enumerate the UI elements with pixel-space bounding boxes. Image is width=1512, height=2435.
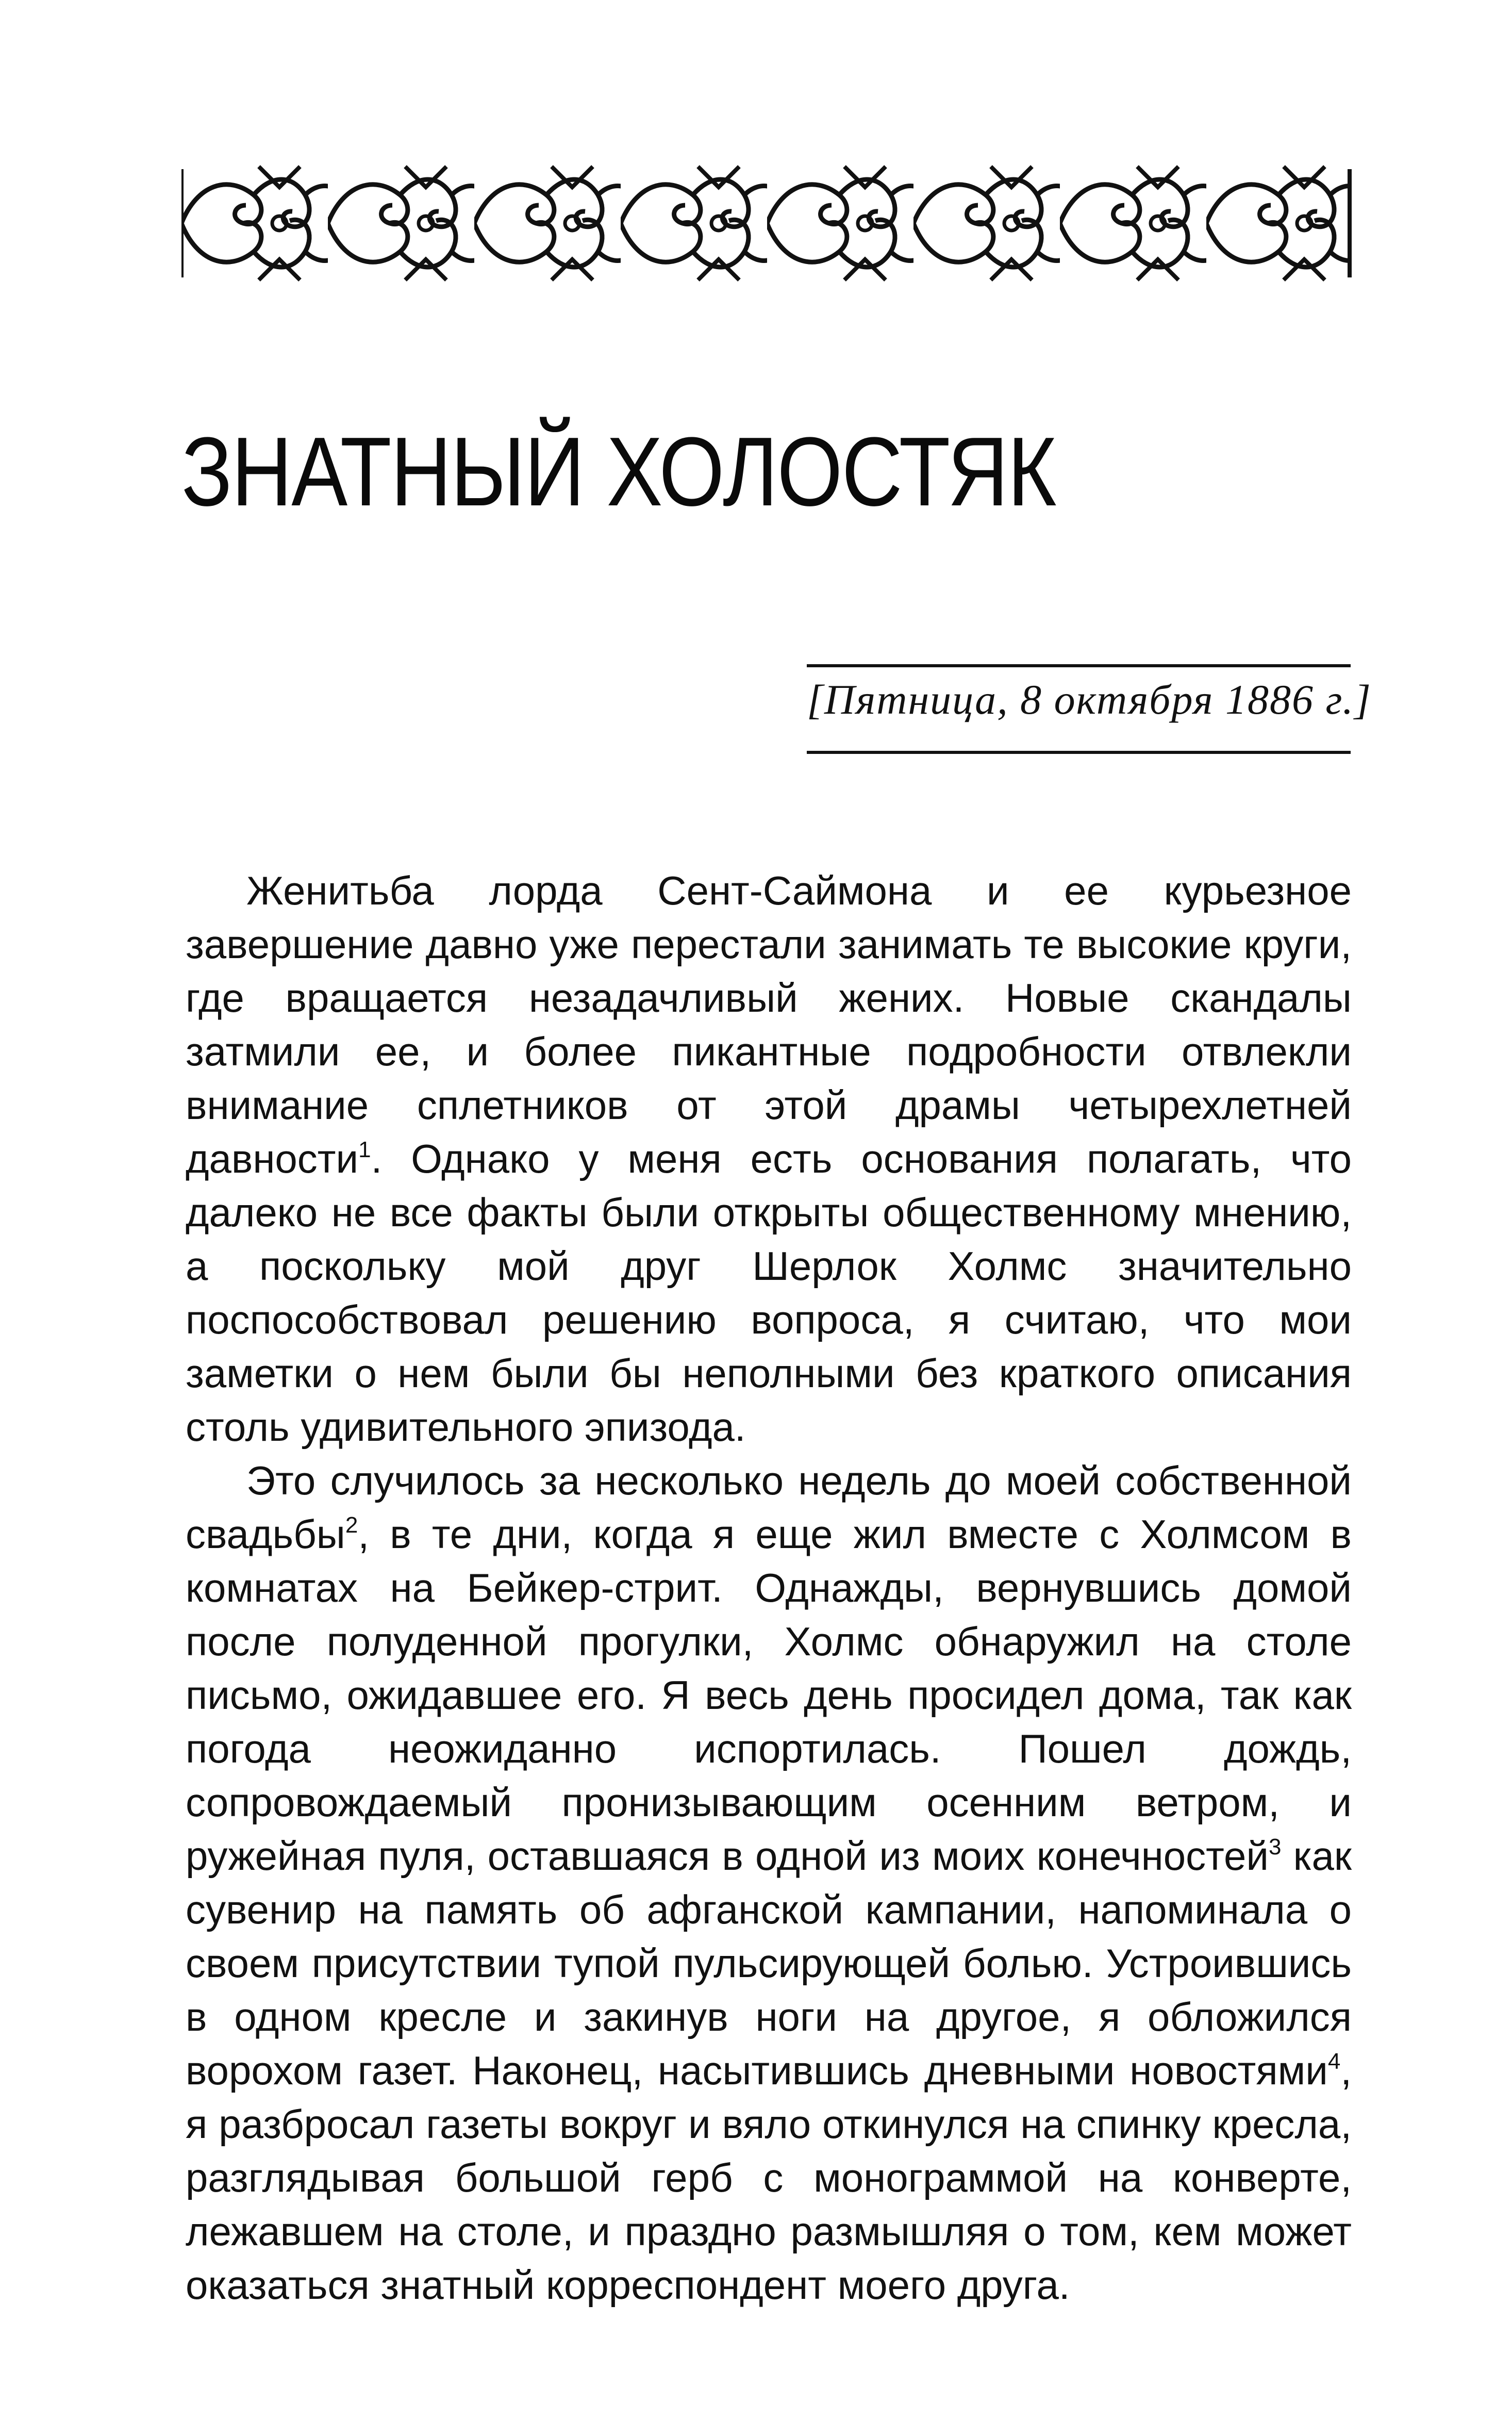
dateline [807, 664, 1372, 762]
footnote-marker[interactable]: 1 [358, 1137, 371, 1162]
paragraph-text: Женитьба лорда Сент-Саймона и ее курьезное завершение давно уже перестали занимать те высокие круги, где вращается незадачливый жених. Новые скандалы затмили ее, и более пикантные подробности отвлекли внимание сплетников от этой драмы четырехлетней давности [186, 868, 1352, 1181]
decorative-ornament-band [181, 164, 1352, 283]
paragraph-text: Это случилось за несколько недель до моей собственной свадьбы [186, 1458, 1352, 1557]
dateline-bottom-rule [807, 751, 1351, 754]
footnote-marker[interactable]: 4 [1327, 2049, 1341, 2074]
dateline-text: [Пятница, 8 октября 1886 г.] [807, 676, 1372, 723]
paragraph-text: , я разбросал газеты вокруг и вяло откинулся на спинку кресла, разглядывая большой герб с монограммой на конверте, лежавшем на столе, и праздно размышляя о том, кем может оказаться знатный корреспондент моего друга. [186, 2048, 1352, 2308]
chapter-title: ЗНАТНЫЙ ХОЛОСТЯК [181, 417, 1056, 527]
paragraph [186, 1454, 1352, 2312]
footnote-marker[interactable]: 3 [1268, 1834, 1282, 1860]
paragraph-text: как сувенир на память об афганской кампании, напоминала о своем присутствии тупой пульсирующей болью. Устроившись в одном кресле и закинув ноги на другое, я обложился ворохом газет. Наконец, насытившись дневными новостями [186, 1833, 1352, 2093]
dateline-top-rule [807, 664, 1351, 667]
footnote-marker[interactable]: 2 [345, 1512, 358, 1538]
paragraph-text: , в те дни, когда я еще жил вместе с Холмсом в комнатах на Бейкер-стрит. Однажды, вернувшись домой после полуденной прогулки, Холмс обнаружил на столе письмо, ожидавшее его. Я весь день просидел дома, так как погода неожиданно испортилась. Пошел дождь, сопровождаемый пронизывающим осенним ветром, и ружейная пуля, оставшаяся в одной из моих конечностей [186, 1511, 1352, 1879]
paragraph [186, 864, 1352, 1454]
chapter-body [186, 864, 1352, 2312]
paragraph-text: . Однако у меня есть основания полагать, что далеко не все факты были открыты общественному мнению, а поскольку мой друг Шерлок Холмс значительно поспособствовал решению вопроса, я считаю, что мои заметки о нем были бы неполными без краткого описания столь удивительного эпизода. [186, 1136, 1352, 1450]
